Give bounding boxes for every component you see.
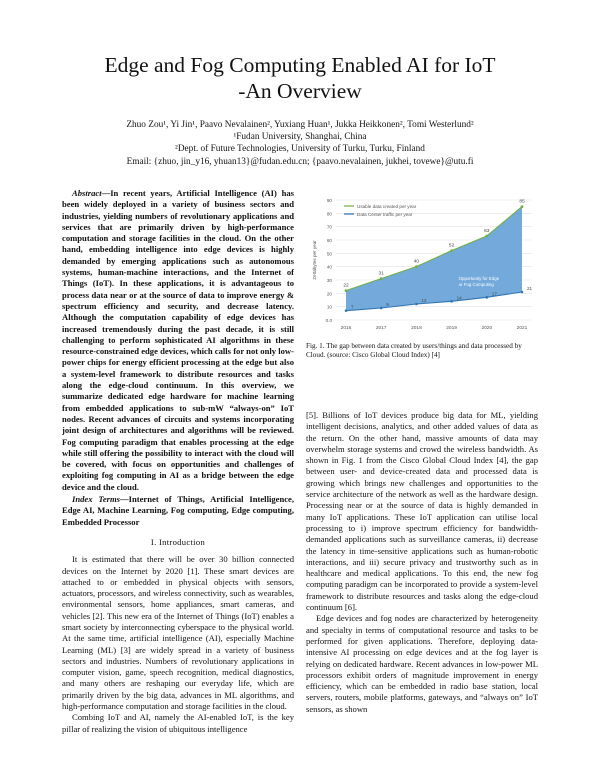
data-label-created: 85 bbox=[519, 199, 525, 205]
annotation-line-2: or Fog Computing bbox=[458, 282, 494, 287]
data-point-processed bbox=[521, 291, 524, 294]
author-list: Zhuo Zou¹, Yi Jin¹, Paavo Nevalainen², Yuxiang Huan¹, Jukka Heikkonen², Tomi Westerlund² bbox=[126, 120, 474, 130]
data-label-processed: 7 bbox=[351, 304, 354, 310]
data-point-processed bbox=[415, 303, 418, 306]
author-block bbox=[0, 119, 600, 168]
data-label-created: 63 bbox=[484, 229, 490, 234]
intro-paragraph-2: Combing IoT and AI, namely the AI-enabled IoT, is the key pillar of realizing the vision of ubiquitous intelligence bbox=[62, 712, 294, 734]
legend-label-processed: Data Center traffic per year bbox=[357, 211, 413, 217]
title-line-2: -An Overview bbox=[238, 79, 362, 103]
affiliation-1: ¹Fudan University, Shanghai, China bbox=[233, 132, 367, 143]
x-tick-label: 2016 bbox=[340, 326, 352, 331]
chart bbox=[306, 192, 538, 340]
section-heading: I. Introduction bbox=[150, 536, 206, 547]
index-terms-lead: Index Terms bbox=[72, 494, 121, 505]
y-tick-label: 90 bbox=[326, 198, 332, 203]
x-tick-label: 2017 bbox=[375, 326, 387, 331]
y-tick-label: 10 bbox=[326, 304, 332, 310]
data-label-processed: 14 bbox=[456, 295, 462, 301]
data-label-processed: 9 bbox=[386, 302, 389, 307]
affiliation-2: ²Dept. of Future Technologies, University of Turku, Turku, Finland bbox=[175, 144, 425, 155]
right-paragraph-1: [5]. Billions of IoT devices produce big data for ML, yielding intelligent decisions, analytics, and other added values of data as the return. On the other hand, massive amounts of data may overwhelm storage systems and crowd the wireless bandwidth. As shown in Fig. 1 from the Cisco Global Cloud Index [4], the gap between user- and device-created data and processed data is growing which brings new challenges and opportunities to the service architecture of the network as well as the hardware design. Processing near or at the source of data is highly demanded in many IoT applications. These IoT application can utilise local processing to i) improve spectrum efficiency for bandwidth-demanded applications such as surveillance cameras, ii) decrease the latency in time-sensitive applications such as human-robotic interactions, and iii) secure privacy and trustworthy such as in healthcare and medical applications. To this end, the new fog computing paradigm can be incorporated to provide a system-level framework to distribute resources and tasks along the edge-cloud continuum [6]. bbox=[306, 410, 538, 613]
intro-paragraph-1: It is estimated that there will be over 30 billion connected devices on the Internet by 2020 [1]. These smart devices are attached to or embedded in physical objects with sensors, actuators, processors, and wireless connectivity, such as wearables, environmental sensors, home appliances, smart cameras, and vehicles [2]. This new era of the Internet of Things (IoT) enables a smart society by interconnecting cyberspace to the physical world. At the same time, artificial intelligence (AI), especially Machine Learning (ML) [3] are widely spread in a variety of business sectors and industries. Numbers of revolutionary applications in computer vision, game, speech recognition, medical diagnostics, and many others are reshaping our everyday life, which are primarily driven by the big data, advances in ML algorithms, and high-performance computation and storage facilities in the cloud. bbox=[62, 554, 294, 712]
abstract bbox=[62, 188, 294, 493]
paper-title bbox=[0, 52, 600, 104]
right-column bbox=[306, 410, 538, 715]
legend-label-created: Usable data created per year bbox=[357, 203, 417, 209]
y-tick-label: 70 bbox=[326, 224, 332, 230]
data-label-created: 52 bbox=[448, 243, 455, 249]
email-line: Email: {zhuo, jin_y16, yhuan13}@fudan.edu.cn; {paavo.nevalainen, jukhei, tovewe}@utu.fi bbox=[126, 156, 474, 167]
data-label-created: 22 bbox=[343, 283, 349, 289]
data-point-processed bbox=[486, 296, 489, 299]
data-point-created bbox=[345, 289, 348, 292]
data-label-created: 31 bbox=[378, 271, 384, 277]
data-point-created bbox=[450, 249, 453, 252]
data-point-processed bbox=[450, 300, 453, 303]
title-line-1: Edge and Fog Computing Enabled AI for IoT bbox=[104, 53, 496, 77]
y-tick-label: 60 bbox=[326, 238, 332, 243]
y-tick-label: 0.0 bbox=[325, 318, 332, 323]
data-point-created bbox=[521, 205, 524, 208]
y-tick-label: 80 bbox=[326, 211, 332, 217]
data-label-processed: 21 bbox=[527, 286, 533, 291]
data-point-processed bbox=[380, 307, 383, 310]
data-point-created bbox=[415, 265, 418, 268]
right-paragraph-2: Edge devices and fog nodes are characterized by heterogeneity and specialty in terms of computational resource and tasks to be performed for given applications. Therefore, deploying data-intensive AI processing on edge devices and at the fog layer is relying on dedicated hardware. Recent advances in low-power ML processors exhibit orders of magnitude improvement in energy efficiency, which can be embedded in radio base station, local servers, routers, mobile platforms, gateways, and “always on” IoT sensors, as shown bbox=[306, 613, 538, 714]
figure-caption: Fig. 1. The gap between data created by users/things and data processed by Cloud. (source: Cisco Global Cloud Index) [4] bbox=[306, 342, 522, 360]
abstract-text: —In recent years, Artificial Intelligence (AI) has been widely deployed in a variety of business sectors and industries, yielding numbers of revolutionary applications and services that are primarily driven by high-performance computation and storage facilities in the cloud. On the other hand, embedding intelligence into edge devices is highly demanded by emerging applications such as autonomous systems, human-machine interactions, and the Internet of Things (IoT). In these applications, it is advantageous to process data near or at the source of data to improve energy & spectrum efficiency and security, and decrease latency. Although the computation capability of edge devices has increased tremendously during the past decade, it is still challenging to perform sophisticated AI algorithms in these resource-constrained edge devices, which calls for not only low-power chips for energy efficient processing at the edge but also a system-level framework to distribute resources and tasks along the edge-cloud continuum. In this overview, we summarize dedicated edge hardware for machine learning from embedded applications to sub-mW “always-on” IoT nodes. Recent advances of circuits and systems incorporating joint design of architectures and algorithms will be reviewed. Fog computing paradigm that enables processing at the edge while still offering the possibility to interact with the cloud will be covered, with focus on opportunities and challenges of exploiting fog computing in AI as a bridge between the edge device and the cloud. bbox=[62, 188, 294, 492]
data-label-processed: 12 bbox=[421, 298, 427, 303]
x-tick-label: 2019 bbox=[446, 326, 457, 331]
x-tick-label: 2020 bbox=[481, 326, 493, 331]
x-tick-label: 2021 bbox=[516, 326, 528, 331]
annotation-line-1: Opportunity for Edge bbox=[458, 276, 500, 281]
index-terms bbox=[62, 494, 294, 528]
index-terms-text: —Internet of Things, Artificial Intelligence, Edge AI, Machine Learning, Fog computing, Edge computing, Embedded Processor bbox=[62, 494, 295, 527]
data-label-created: 40 bbox=[413, 259, 420, 265]
data-point-created bbox=[380, 277, 383, 280]
data-point-processed bbox=[345, 309, 348, 312]
data-label-processed: 17 bbox=[491, 291, 497, 297]
data-point-created bbox=[485, 235, 488, 238]
left-column bbox=[62, 188, 294, 735]
abstract-lead: Abstract bbox=[72, 188, 102, 198]
y-tick-label: 50 bbox=[326, 251, 332, 257]
y-tick-label: 20 bbox=[326, 291, 332, 297]
figure-1 bbox=[306, 192, 538, 340]
y-tick-label: 40 bbox=[326, 264, 332, 270]
y-axis-label: Zettabytes per year bbox=[312, 240, 317, 280]
y-tick-label: 30 bbox=[326, 278, 332, 283]
x-tick-label: 2018 bbox=[411, 326, 422, 331]
